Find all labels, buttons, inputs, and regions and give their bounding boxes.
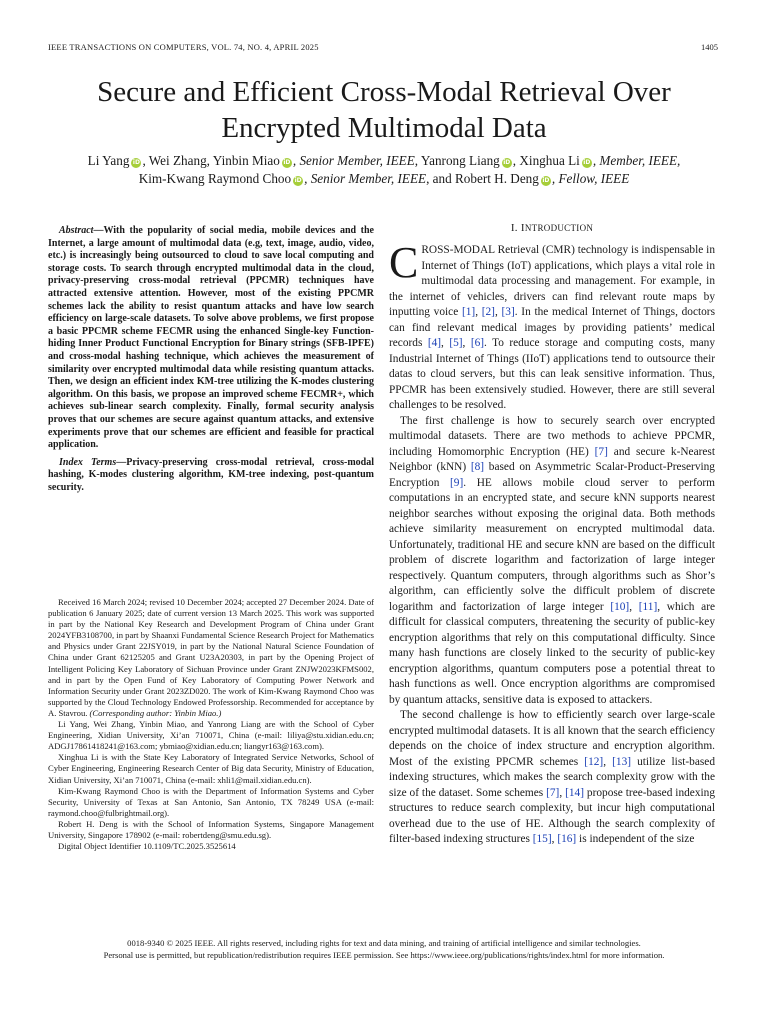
index-terms	[48, 457, 374, 495]
body-text: The second challenge is how to efficiently search over large-scale encrypted multimodal datasets. It is all known that the search efficiency depends on the choice of index structure and encryption algorithm. Most of the existing PPCMR schemes	[389, 709, 715, 768]
abstract	[48, 225, 374, 452]
citation-link[interactable]: [8]	[470, 461, 485, 473]
footnote-paragraph	[48, 597, 374, 719]
citation-link[interactable]: [13]	[612, 755, 632, 768]
orcid-icon[interactable]: iD	[583, 159, 591, 166]
body-text: ,	[494, 306, 502, 318]
body-text: ,	[629, 600, 639, 613]
paper-title: Secure and Efficient Cross-Modal Retrieval Over Encrypted Multimodal Data	[97, 76, 671, 144]
body-text: utilize list-based indexing structures, which makes the search complexity grow with the size of the dataset. Some schemes	[389, 755, 716, 799]
index-terms-label: Index Terms	[59, 456, 117, 468]
body-text: propose tree-based indexing structures to reduce search complexity, but incur high computational overhead due to the use of HE. Although the search complexity of filter-based indexing structures	[389, 786, 715, 845]
author-name: , Yanrong Liang	[414, 153, 500, 168]
orcid-icon[interactable]: iD	[542, 177, 550, 184]
section-heading	[389, 222, 715, 234]
orcid-icon[interactable]: iD	[503, 159, 511, 166]
section-number: I.	[510, 222, 521, 234]
section-title-initial: I	[520, 222, 525, 234]
citation-link[interactable]: [15]	[532, 833, 552, 845]
body-text: ,	[603, 755, 613, 768]
body-text: ,	[441, 337, 450, 349]
index-terms-text: —Privacy-preserving cross-modal retrieval, cross-modal hashing, K-modes clustering algorithm, KM-tree indexing, post-quantum security.	[48, 456, 374, 493]
body-text: ROSS-MODAL Retrieval (CMR) technology is indispensable in Internet of Things (IoT) applications, which plays a vital role in multimodal data processing and management. For example, in the internet of vehicles, drivers can find relevant route maps by inputting voice	[389, 244, 715, 318]
permission-line: Personal use is permitted, but republication/redistribution requires IEEE permission. See https://www.ieee.org/publications/rights/index.html for more information.	[103, 950, 665, 960]
footnote-paragraph: Robert H. Deng is with the School of Information Systems, Singapore Management University, Singapore 178902 (e-mail: robertdeng@smu.edu.sg).	[48, 818, 374, 840]
running-header: IEEE TRANSACTIONS ON COMPUTERS, VOL. 74, NO. 4, APRIL 2025	[48, 42, 319, 52]
footnote-paragraph: Kim-Kwang Raymond Choo is with the Department of Information Systems and Cyber Security, University of Texas at San Antonio, San Antonio, TX 78249 USA (e-mail: raymond.choo@fulbrightmail.org).	[48, 785, 374, 818]
corresponding-author-note: (Corresponding author: Yinbin Miao.)	[87, 707, 222, 718]
footnote-text: Received 16 March 2024; revised 10 December 2024; accepted 27 December 2024. Date of publication 6 January 2025; date of current version 13 March 2025. This work was supported in part by the National Key Research and Development Program of China under Grant 2024YFB3108700, in part by Shaanxi Fundamental Science Research Project for Mathematics and Physics under Grant 22JSY019, in part by the National Natural Science Foundation of China under Grant 62125205 and Grant U23A20303, in part by the Opening Project of Intelligent Policing Key Laboratory of Sichuan Province under Grant ZNJW2023KFMS002, and in part by the Open Fund of Key Laboratory of Computing Power Network and Information Security under Grant 2023ZD020. The work of Kim-Kwang Raymond Choo was supported by the Cloud Technology Endowed Professorship. Recommended for acceptance by A. Stavrou.	[48, 597, 374, 718]
citation-link[interactable]: [4]	[427, 337, 442, 349]
citation-link[interactable]: [1]	[461, 306, 476, 318]
orcid-icon[interactable]: iD	[132, 159, 140, 166]
right-column	[389, 222, 715, 848]
body-text: based on Asymmetric Scalar-Product-Preserving Encryption	[389, 461, 715, 489]
body-text: ,	[559, 786, 566, 799]
citation-link[interactable]: [9]	[450, 476, 464, 489]
body-text: The first challenge is how to securely search over encrypted multimodal datasets. There are two methods to achieve PPCMR, including Homomorphic Encryption (HE)	[389, 414, 715, 458]
body-text: . To reduce storage and computing costs, many Industrial Internet of Things (IIoT) applications tend to outsource their datas to cloud servers, but this can leak sensitive information. Thus, PPCMR has been extensively studied. However, there are still several challenges to be resolved.	[389, 337, 716, 411]
author-name: , Wei Zhang, Yinbin Miao	[142, 153, 280, 168]
copyright-notice	[40, 937, 728, 961]
page-number: 1405	[701, 42, 718, 52]
citation-link[interactable]: [2]	[481, 306, 495, 318]
body-paragraph	[389, 708, 715, 848]
author-name: , and Robert H. Deng	[426, 171, 539, 186]
body-text: ,	[475, 306, 482, 318]
author-name: Kim-Kwang Raymond Choo	[138, 171, 292, 186]
section-title-rest: NTRODUCTION	[524, 223, 594, 233]
body-text: is independent of the size	[576, 833, 695, 845]
first-page-footnote	[48, 597, 374, 852]
body-paragraph	[389, 414, 715, 709]
citation-link[interactable]: [11]	[638, 600, 658, 613]
doi-line: Digital Object Identifier 10.1109/TC.2025.3525614	[58, 841, 236, 852]
citation-link[interactable]: [14]	[565, 786, 584, 799]
membership-label: , Member, IEEE,	[592, 153, 681, 168]
citation-link[interactable]: [5]	[449, 337, 463, 349]
body-paragraph	[389, 238, 716, 414]
citation-link[interactable]: [16]	[557, 833, 577, 845]
citation-link[interactable]: [6]	[470, 337, 485, 349]
body-text: ,	[462, 337, 471, 349]
membership-label: , Fellow, IEEE	[551, 171, 630, 186]
body-text: and secure k-Nearest Neighbor (kNN)	[389, 445, 715, 473]
author-list	[40, 152, 728, 188]
body-text: ,	[551, 833, 558, 845]
footnote-paragraph: Xinghua Li is with the State Key Laboratory of Integrated Service Networks, School of Cyber Engineering, Engineering Research Center of Big data Security, Ministry of Education, Xidian University, Xi’an 710071, China (e-mail: xhli1@mail.xidian.edu.cn).	[48, 752, 374, 785]
left-column	[48, 225, 374, 494]
body-text: . In the medical Internet of Things, doctors can find relevant medical images by providing patients’ medical records	[389, 306, 716, 349]
membership-label: , Senior Member, IEEE	[304, 171, 427, 186]
orcid-icon[interactable]: iD	[294, 177, 302, 184]
citation-link[interactable]: [7]	[594, 445, 608, 458]
introduction-body	[389, 238, 716, 848]
citation-link[interactable]: [10]	[610, 600, 630, 613]
footnote-paragraph: Li Yang, Wei Zhang, Yinbin Miao, and Yanrong Liang are with the School of Cyber Engineering, Xidian University, Xi’an 710071, China (e-mail: liliya@stu.xidian.edu.cn; ADGJ17861418241@163.com; ybmiao@xidian.edu.cn; liangyr163@163.com).	[48, 719, 374, 752]
orcid-icon[interactable]: iD	[283, 159, 291, 166]
drop-cap: C	[389, 238, 419, 287]
citation-link[interactable]: [12]	[584, 755, 604, 768]
body-text: . HE allows mobile cloud server to perform computations in an encrypted state, and secure kNN supports nearest neighbor searches without exposing the original data. Both methods achieve similarity measurement on encrypted multimodal data. Unfortunately, traditional HE and secure kNN are based on the difficult problem of discrete logarithm and factorization of large integer respectively. Quantum computers, through algorithms such as Shor’s algorithm, can efficiently solve the difficult problem of discrete logarithm and factorization of large integer	[389, 476, 715, 613]
abstract-label: Abstract	[59, 225, 94, 236]
citation-link[interactable]: [7]	[546, 786, 560, 799]
membership-label: , Senior Member, IEEE	[292, 153, 415, 168]
citation-link[interactable]: [3]	[501, 306, 515, 318]
copyright-line: 0018-9340 © 2025 IEEE. All rights reserved, including rights for text and data mining, and training of artificial intelligence and similar technologies.	[127, 938, 641, 948]
body-text: , which are difficult for classical computers, threatening the security of public-key encryption algorithms that rely on this computational difficulty. Since many hash functions are closely linked to the security of public-key encryption algorithms, quantum computers pose a potential threat to hash functions as well. Once encryption algorithms are compromised by quantum attacks, sensitive data is exposed to attackers.	[389, 600, 716, 706]
abstract-text: —With the popularity of social media, mobile devices and the Internet, a large amount of multimodal data (e.g, text, image, audio, video, etc.) is increasingly being outsourced to cloud to save local computing and storage costs. To search through encrypted multimodal data in the cloud, privacy-preserving cross-modal retrieval (PPCMR) techniques have attracted extensive attention. However, most of the existing PPCMR schemes lack the ability to resist quantum attacks and have low search efficiency on large-scale datasets. To solve above problems, we first propose a basic PPCMR scheme FECMR using the enhanced Single-key Function-hiding Inner Product Functional Encryption for Binary strings (SFB-IPFE) and cross-modal hashing technique, which achieves the measurement of similarity over encrypted multimodal data while resisting quantum attacks. Then, we design an efficient index KM-tree utilizing the K-modes clustering algorithm. On this basis, we propose an improved scheme FECMR+, which achieves sub-linear search complexity. Finally, formal security analysis proves that our schemes are secure against quantum attacks, and extensive experiments prove that our schemes are efficient and feasible for practical application.	[48, 225, 374, 451]
author-name: Li Yang	[87, 153, 130, 168]
author-name: , Xinghua Li	[512, 153, 580, 168]
